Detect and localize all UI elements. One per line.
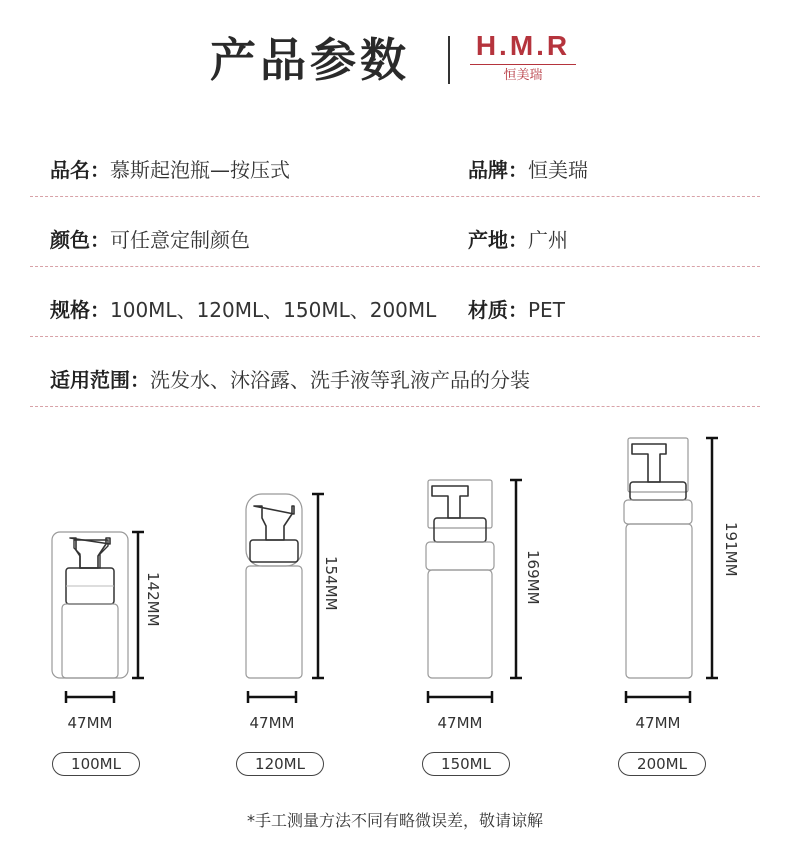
spec-label: 材质： (468, 298, 528, 322)
height-label: 154MM (322, 556, 340, 611)
spec-label: 规格： (50, 298, 110, 322)
width-dimension (624, 690, 692, 704)
capacity-badge: 150ML (422, 752, 510, 776)
spec-label: 品牌： (468, 158, 528, 182)
height-label: 191MM (722, 522, 740, 577)
width-label: 47MM (249, 714, 295, 732)
height-label: 142MM (144, 572, 162, 627)
spec-value: 恒美瑞 (528, 158, 588, 182)
footnote: *手工测量方法不同有略微误差，敬请谅解 (246, 811, 543, 830)
row-separator (30, 336, 760, 337)
brand-logo: H.M.R (475, 30, 571, 61)
header-divider (448, 36, 450, 84)
spec-value: 可任意定制颜色 (110, 228, 250, 252)
spec-size (50, 296, 436, 324)
capacity-badge: 200ML (618, 752, 706, 776)
capacity-badge: 100ML (52, 752, 140, 776)
width-label: 47MM (67, 714, 113, 732)
row-separator (30, 196, 760, 197)
spec-label: 品名： (50, 158, 110, 182)
row-separator (30, 406, 760, 407)
spec-value: 100ML、120ML、150ML、200ML (110, 298, 437, 322)
spec-color (50, 226, 250, 254)
row-separator (30, 266, 760, 267)
bottle-200ml (616, 436, 736, 682)
spec-value: 慕斯起泡瓶—按压式 (110, 158, 290, 182)
spec-value: PET (528, 298, 565, 322)
brand-underline (470, 64, 576, 65)
capacity-badge: 120ML (236, 752, 324, 776)
width-dimension (246, 690, 298, 704)
width-dimension (426, 690, 494, 704)
brand-subtitle: 恒美瑞 (503, 68, 543, 83)
page-title: 产品参数 (210, 33, 410, 87)
spec-label: 颜色： (50, 228, 110, 252)
spec-value: 洗发水、沐浴露、洗手液等乳液产品的分装 (150, 368, 530, 392)
spec-brand (468, 156, 588, 184)
spec-product-name (50, 156, 290, 184)
spec-label: 适用范围： (50, 368, 150, 392)
spec-value: 广州 (528, 228, 568, 252)
spec-origin (468, 226, 568, 254)
spec-material (468, 296, 565, 324)
width-label: 47MM (635, 714, 681, 732)
height-label: 169MM (524, 550, 542, 605)
width-label: 47MM (437, 714, 483, 732)
width-dimension (64, 690, 116, 704)
spec-label: 产地： (468, 228, 528, 252)
spec-usage (50, 366, 530, 394)
